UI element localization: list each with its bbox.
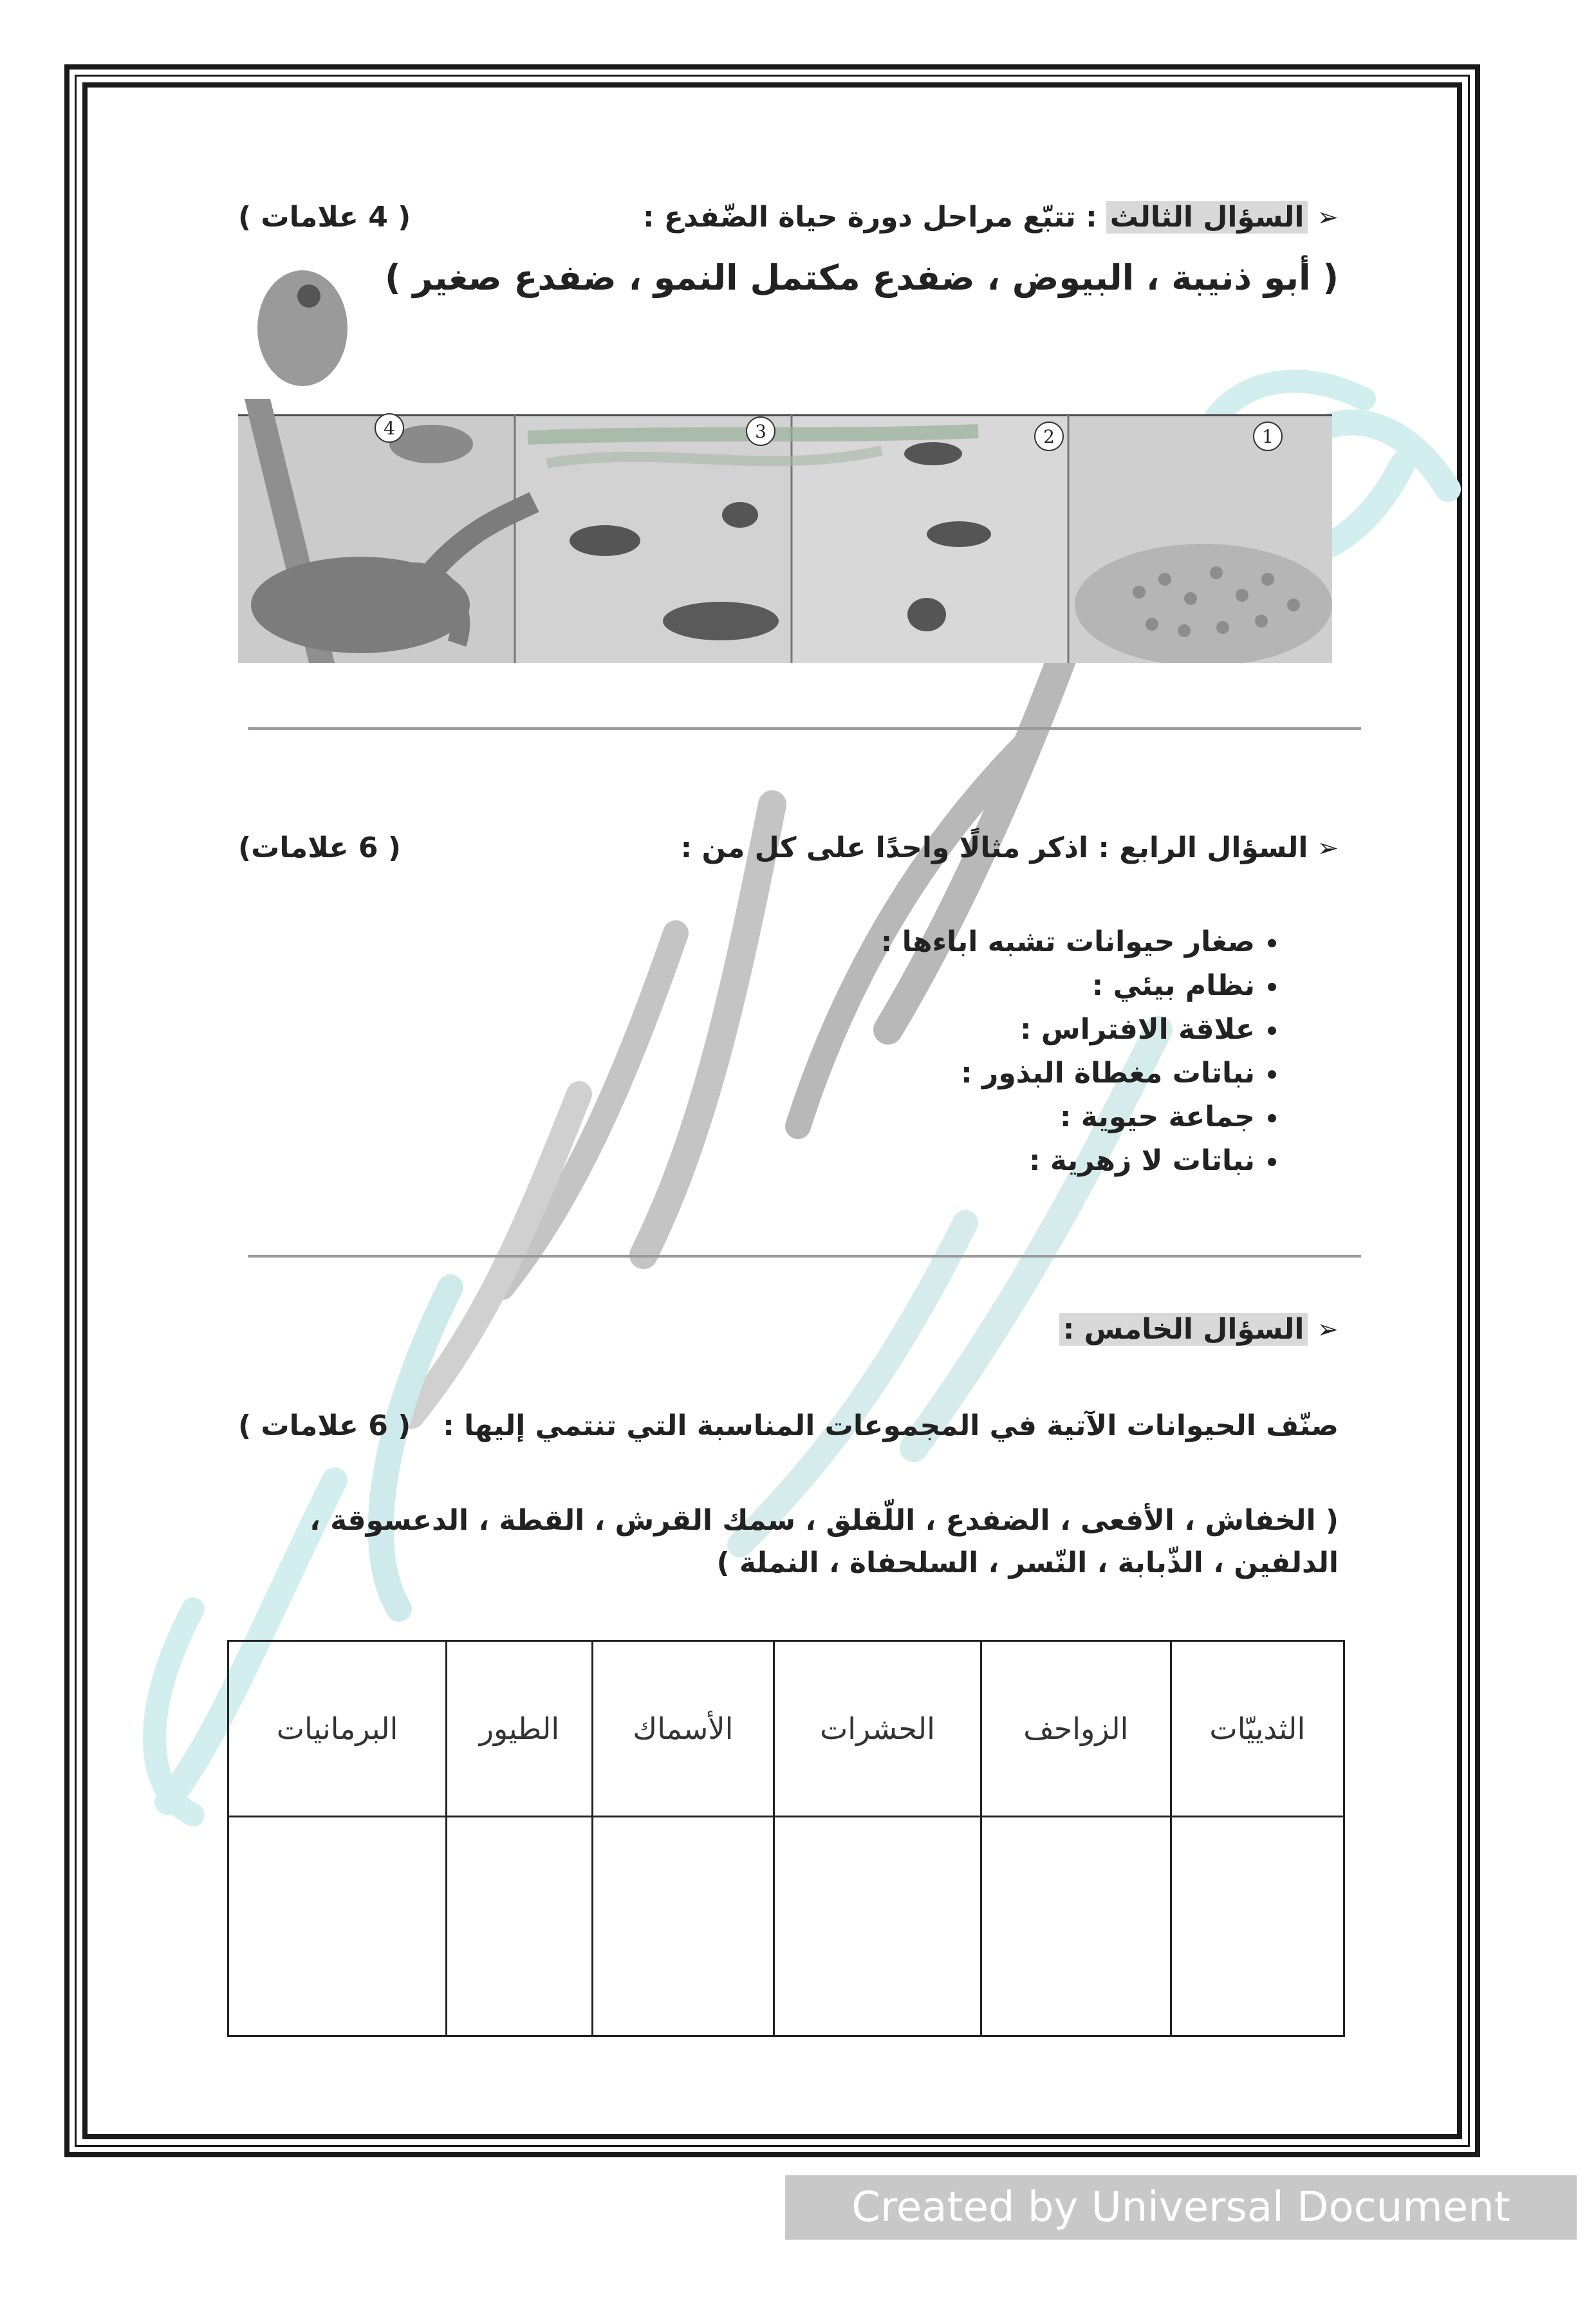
converter-banner: Created by Universal Document Converter xyxy=(785,2175,1577,2240)
q4-heading xyxy=(681,831,1339,864)
section-divider xyxy=(248,727,1361,730)
stage-number-4: 4 xyxy=(384,418,395,439)
answer-cell-fish[interactable] xyxy=(592,1817,774,2036)
stage-number-3: 3 xyxy=(755,421,766,442)
table-header-row xyxy=(228,1641,1344,1817)
answer-cell-amphibians[interactable] xyxy=(228,1817,447,2036)
q5-title: السؤال الخامس : xyxy=(1059,1313,1308,1346)
answer-cell-birds[interactable] xyxy=(447,1817,593,2036)
list-item: • صغار حيوانات تشبه اباءها : xyxy=(881,920,1255,964)
list-item: • جماعة حيوية : xyxy=(881,1095,1255,1139)
arrow-bullet-icon: ➢ xyxy=(1317,833,1339,863)
tadpole-large xyxy=(663,602,779,640)
arrow-bullet-icon: ➢ xyxy=(1317,202,1339,232)
q5-heading xyxy=(1059,1313,1339,1346)
q3-marks: ( 4 علامات ) xyxy=(238,201,411,234)
header-reptiles: الزواحف xyxy=(981,1641,1171,1817)
answer-cell-mammals[interactable] xyxy=(1171,1817,1344,2036)
q4-marks: ( 6 علامات) xyxy=(238,831,401,864)
q4-items-list xyxy=(881,920,1287,1183)
q3-title-text: : تتبّع مراحل دورة حياة الضّفدع : xyxy=(642,201,1097,234)
q3-title-label: السؤال الثالث xyxy=(1106,201,1308,234)
q5-animals-list: ( الخفاش ، الأفعى ، الضفدع ، اللّقلق ، سمك القرش ، القطة ، الدعسوقة ، الدلفين ، الذّبابة ، النّسر ، السلحفاة ، النملة ) xyxy=(310,1504,1339,1579)
answer-cell-insects[interactable] xyxy=(774,1817,981,2036)
section-divider xyxy=(248,1255,1361,1258)
q5-instruction: صنّف الحيوانات الآتية في المجموعات المناسبة التي تنتمي إليها : xyxy=(443,1409,1339,1442)
q3-choices: ( أبو ذنيبة ، البيوض ، ضفدع مكتمل النمو ، ضفدع صغير ) xyxy=(384,257,1339,298)
list-item: • نباتات مغطاة البذور : xyxy=(881,1052,1255,1095)
q3-heading xyxy=(643,201,1339,234)
arrow-bullet-icon: ➢ xyxy=(1317,1314,1339,1344)
stage-number-1: 1 xyxy=(1262,426,1274,447)
q4-title: السؤال الرابع : اذكر مثالًا واحدًا على كل من : xyxy=(680,831,1308,864)
list-item: • نظام بيئي : xyxy=(881,964,1255,1008)
classification-table xyxy=(227,1640,1345,2037)
answer-cell-reptiles[interactable] xyxy=(981,1817,1171,2036)
frog-life-cycle-image xyxy=(238,270,1332,663)
header-fish: الأسماك xyxy=(592,1641,774,1817)
list-item: • نباتات لا زهرية : xyxy=(881,1139,1255,1183)
list-item: • علاقة الافتراس : xyxy=(881,1008,1255,1052)
q5-marks: ( 6 علامات ) xyxy=(238,1409,411,1442)
table-row xyxy=(228,1817,1344,2036)
header-insects: الحشرات xyxy=(774,1641,981,1817)
header-mammals: الثدييّات xyxy=(1171,1641,1344,1817)
header-birds: الطيور xyxy=(447,1641,593,1817)
stage-number-2: 2 xyxy=(1043,426,1055,447)
header-amphibians: البرمانيات xyxy=(228,1641,447,1817)
tadpole xyxy=(570,525,640,556)
